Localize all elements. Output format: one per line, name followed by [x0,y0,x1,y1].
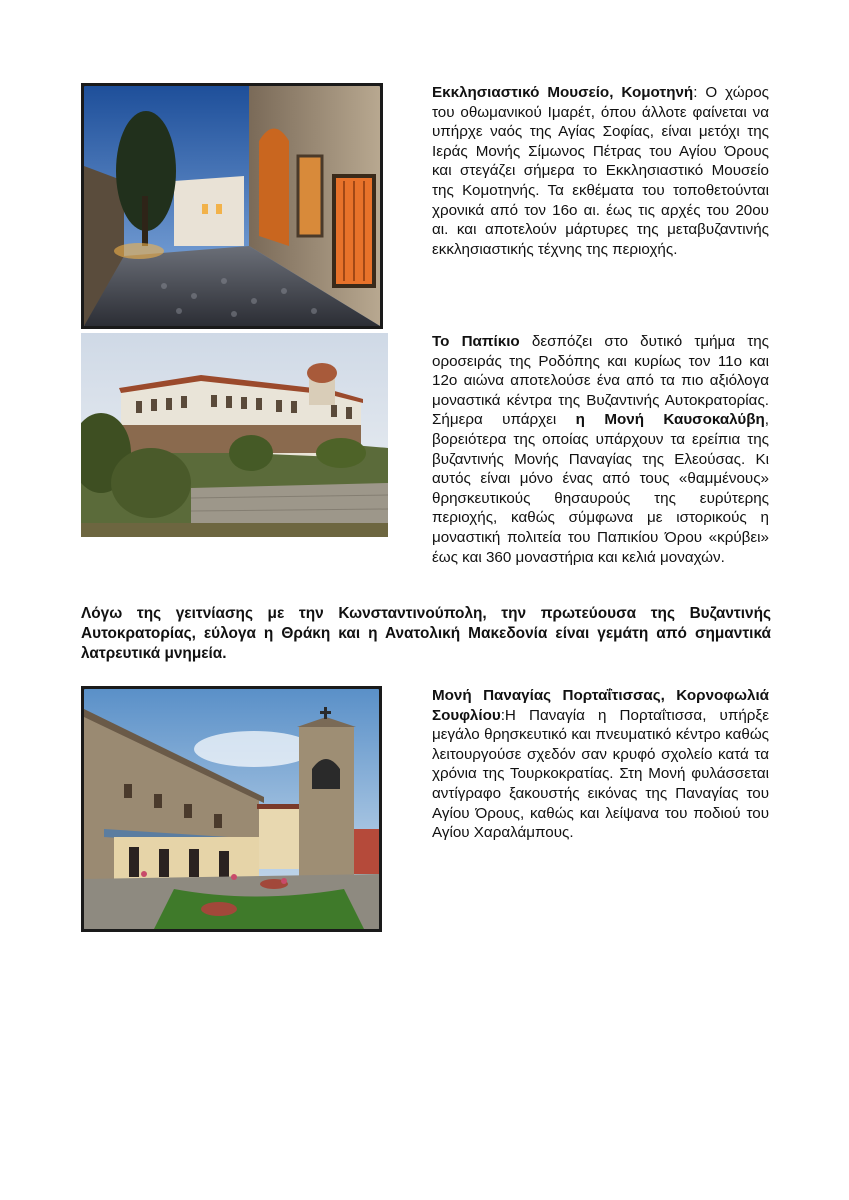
papikio-photo [81,333,388,537]
intro-paragraph: Λόγω της γειτνίασης με την Κωνσταντινούπολη, την πρωτεύουσα της Βυζαντινής Αυτοκρατορίας, εύλογα η Θράκη και η Ανατολική Μακεδονία είναι γεμάτη από σημαντικά λατρευτικά μνημεία. [81,605,771,662]
portaitissa-photo [81,686,382,932]
museum-paragraph [432,83,769,259]
portaitissa-text: :Η Παναγία η Πορταΐτισσα, υπήρξε μεγάλο θρησκευτικό και πνευματικό κέντρο καθώς λειτουργούσε σχεδόν σαν κρυφό σχολείο κατά τα χρόνια της Τουρκοκρατίας. Στη Μονή φυλάσσεται αντίγραφο ξακουστής εικόνας της Παναγίας του Αγίου Όρους, καθώς και λείψανα του ποδιού του Αγίου Χαραλάμπους. [432,706,769,842]
papikio-text-c: , βορειότερα της οποίας υπάρχουν τα ερείπια της βυζαντινής Μονής Παναγίας της Ελεούσας. Κι αυτός είναι μόνο ένας από τους «θαμμένους» θρησκευτικούς θησαυρούς της ευρύτερης περιοχής, καθώς σύμφωνα με ιστορικούς η μοναστική πολιτεία του Παπικίου Όρου «κρύβει» έως και 360 μοναστήρια και κελιά μοναχών. [432,411,769,566]
portaitissa-title: Μονή Παναγίας Πορταΐτισσας, Κορνοφωλιά Σουφλίου [432,687,769,724]
museum-text: : Ο χώρος του οθωμανικού Ιμαρέτ, όπου άλλοτε φαίνεται να υπήρχε ναός της Αγίας Σοφίας, είναι μετόχι της Ιεράς Μονής Σίμωνος Πέτρας του Αγίου Όρους και στεγάζει σήμερα το Εκκλησιαστικό Μουσείο της Κομοτηνής. Τα εκθέματα του τοποθετούνται χρονικά από τον 16ο αι. έως τις αρχές του 20ου αι. και αποτελούν μάρτυρες της μεταβυζαντινής εκκλησιαστικής τέχνης της περιοχής. [432,84,769,258]
papikio-text-a: δεσπόζει στο δυτικό τμήμα της οροσειράς της Ροδόπης και κυρίως τον 11ο και 12ο αιώνα αποτελούσε ένα από τα πιο αξιόλογα μοναστικά κέντρα της Βυζαντινής Αυτοκρατορίας. Σήμερα υπάρχει [432,333,769,429]
portaitissa-paragraph [432,686,769,843]
papikio-paragraph [432,332,769,567]
kausokalyvi-name: η Μονή Καυσοκαλύβη [575,411,765,429]
museum-title: Εκκλησιαστικό Μουσείο, Κομοτηνή [432,84,694,101]
papikio-title: Το Παπίκιο [432,333,520,350]
museum-photo [81,83,383,329]
